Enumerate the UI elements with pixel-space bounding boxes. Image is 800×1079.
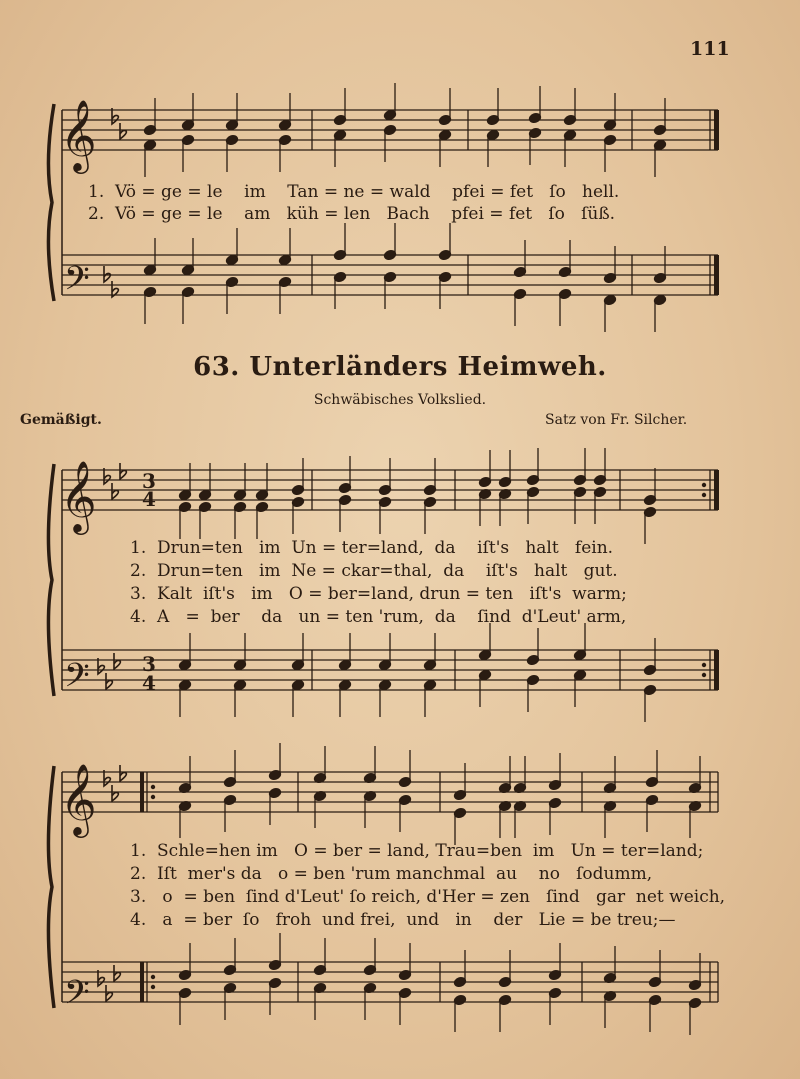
lyric-line: 3. Kalt iſt's im O = ber=land, drun = ten iſt's warm; [130, 584, 627, 604]
flat-sign [106, 985, 112, 1001]
time-sig-bottom-bass: 4 [142, 671, 156, 695]
treble-clef-2: 𝄞 [60, 459, 97, 532]
time-sig-bottom-treble: 4 [142, 487, 156, 511]
bass-clef-3: 𝄢 [64, 974, 90, 1020]
flat-sign [106, 673, 112, 689]
time-sig-top-treble: 3 [142, 469, 156, 493]
repeat-bar [140, 772, 144, 812]
treble-clef-1: 𝄞 [60, 98, 97, 171]
lyric-line: 2. Vö = ge = le am küh = len Bach pfei = fet ſo ſüß. [88, 204, 616, 224]
repeat-dot [151, 975, 155, 979]
repeat-dot [702, 493, 706, 497]
time-sig-top-bass: 3 [142, 652, 156, 676]
flat-sign [114, 653, 120, 669]
brace [48, 464, 54, 696]
lyric-line: 2. Iſt mer's da o = ben 'rum manchmal au no ſodumm, [130, 864, 653, 884]
lyric-line: 4. a = ber ſo froh und frei, und in der Lie = be treu;— [130, 910, 676, 930]
flat-sign [104, 266, 110, 282]
repeat-dot [151, 785, 155, 789]
repeat-dot [702, 663, 706, 667]
flat-sign [114, 965, 120, 981]
lyric-line: 2. Drun=ten im Ne = ckar=thal, da iſt's halt gut. [130, 561, 618, 581]
arranger-credit: Satz von Fr. Silcher. [545, 412, 688, 428]
repeat-dot [151, 985, 155, 989]
final-barline [714, 470, 719, 510]
repeat-bar [140, 962, 144, 1002]
song-subtitle: Schwäbisches Volkslied. [313, 392, 487, 408]
repeat-dot [702, 483, 706, 487]
lyric-line: 1. Drun=ten im Un = ter=land, da iſt's halt fein. [130, 538, 614, 558]
flat-sign [112, 483, 118, 499]
flat-sign [120, 765, 126, 781]
song-title: 63. Unterländers Heimweh. [193, 352, 607, 382]
lyric-line: 3. o = ben ſind d'Leut' ſo reich, d'Her = zen ſind gar net weich, [130, 887, 726, 907]
flat-sign [112, 785, 118, 801]
brace [48, 766, 54, 1008]
bass-clef-2: 𝄢 [64, 657, 90, 703]
repeat-dot [151, 795, 155, 799]
flat-sign [120, 123, 126, 139]
flat-sign [120, 463, 126, 479]
bass-clef-1: 𝄢 [64, 260, 90, 306]
repeat-dot [702, 673, 706, 677]
treble-clef-3: 𝄞 [60, 762, 97, 835]
tempo-marking: Gemäßigt. [20, 412, 102, 428]
lyric-line: 1. Schle=hen im O = ber = land, Trau=ben im Un = ter=land; [130, 841, 704, 861]
page-number: 111 [690, 38, 730, 60]
lyric-line: 1. Vö = ge = le im Tan = ne = wald pfei = fet ſo hell. [88, 182, 620, 202]
final-barline [714, 110, 719, 150]
final-barline [714, 650, 719, 690]
lyric-line: 4. A = ber da un = ten 'rum, da ſind d'Leut' arm, [130, 607, 627, 627]
final-barline [714, 255, 719, 295]
brace [48, 104, 54, 301]
